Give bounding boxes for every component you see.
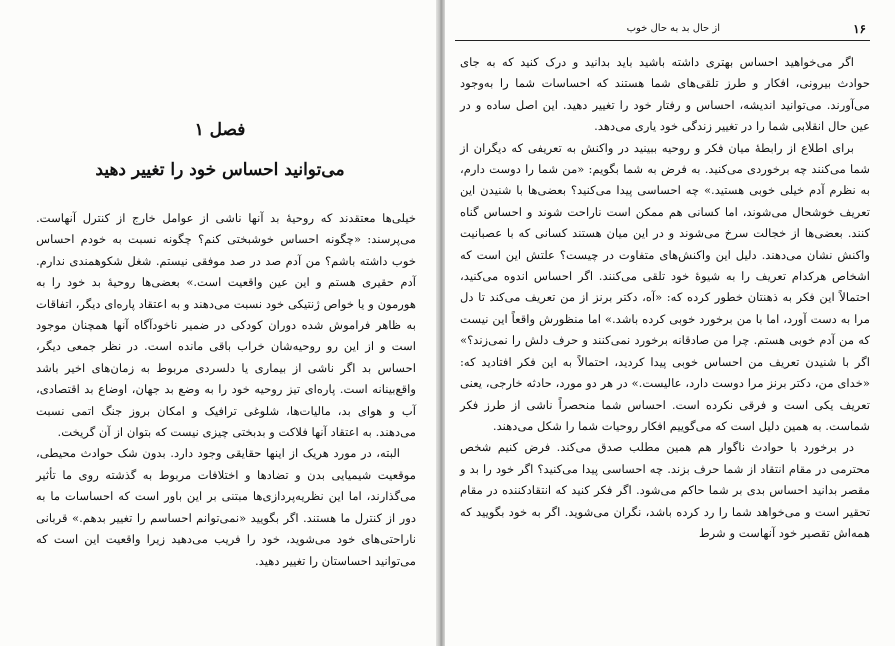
chapter-subtitle: می‌توانید احساس خود را تغییر دهید: [95, 160, 345, 180]
running-title: از حال بد به حال خوب: [626, 23, 720, 34]
running-header: [455, 22, 870, 41]
right-page-body: [460, 52, 870, 544]
paragraph: خیلی‌ها معتقدند که روحیهٔ بد آنها ناشی از عوامل خارج از کنترل آنهاست. می‌پرسند: «چگونه احساس خوشبختی کنم؟ چگونه نسبت به خودم احساس خوب داشته باشم؟ من آدم صد در صد موفقی نیستم. شغل شکوهمندی ندارم. آدم حقیری هستم و این عین واقعیت است.» بعضی‌ها روحیهٔ بد خود را به هورمون و یا خواص ژنتیکی خود نسبت می‌دهند و به اعتقاد پاره‌ای دیگر، اتفاقات به ظاهر فراموش شده دوران کودکی در ضمیر ناخودآگاه آنها همچنان موجود است و از این رو روحیه‌شان خراب باقی مانده است. در نظر جمعی دیگر، احساس بد اگر ناشی از بیماری یا دلسردی مربوط به زمان‌های اخیر باشد واقع‌بینانه است. پاره‌ای تیز روحیه خود را به وضع بد جهان، اوضاع بد اقتصادی، آب و هوای بد، مالیات‌ها، شلوغی ترافیک و امکان بروز جنگ اتمی نسبت می‌دهند. به اعتقاد آنها فلاکت و بدبختی چیزی نیست که بتوان از آن گریخت.: [36, 211, 416, 440]
paragraph: اگر می‌خواهید احساس بهتری داشته باشید باید بدانید و درک کنید که به جای حوادث بیرونی، افکار و طرز تلقی‌های شما هستند که احساسات شما را به‌وجود می‌آورند. می‌توانید اندیشه، احساس و رفتار خود را تغییر دهید. این اصل ساده و در عین حال انقلابی شما را در تغییر زندگی خود یاری می‌دهد.: [460, 55, 870, 134]
paragraph: البته، در مورد هریک از اینها حقایقی وجود دارد. بدون شک حوادث محیطی، موقعیت شیمیایی بدن و تضادها و اختلافات مربوط به گذشته روی ما تأثیر می‌گذارند، اما این نظریه‌پردازی‌ها مبتنی بر این باور است که احساسات ما به دور از کنترل ما هستند. اگر بگویید «نمی‌توانم احساسم را تغییر بدهم.» قربانی ناراحتی‌های خود می‌شوید، خود را فریب می‌دهید زیرا واقعیت این است که می‌توانید احساستان را تغییر دهید.: [36, 446, 416, 568]
left-page: [0, 0, 440, 646]
book-gutter: [436, 0, 445, 646]
paragraph: در برخورد با حوادث ناگوار هم همین مطلب صدق می‌کند. فرض کنیم شخص محترمی در مقام انتقاد از شما حرف بزند. چه احساسی پیدا می‌کنید؟ اگر خود را بد و مقصر بدانید احساس بدی بر شما حاکم می‌شود. اگر فکر کنید که انتقادکننده در مقام تحقیر است و می‌خواهد شما را رد کرده باشد، نگران می‌شوید. اگر به خود بگویید که همه‌اش تقصیر خود آنهاست و شرط: [460, 440, 870, 540]
paragraph: برای اطلاع از رابطهٔ میان فکر و روحیه ببینید در واکنش به تعریفی که دیگران از شما می‌کنند چه برخوردی می‌کنید. به فرض به شما بگویم: «من شما را دوست دارم، به نظرم آدم خیلی خوبی هستید.» چه احساسی پیدا می‌کنید؟ بعضی‌ها با شنیدن این تعریف خوشحال می‌شوند، اما کسانی هم ممکن است ناراحت شوند و احساس گناه کنند. بعضی‌ها از خجالت سرخ می‌شوند و در این میان هستند کسانی که با عصبانیت واکنش نشان می‌دهند. دلیل این واکنش‌های متفاوت در چیست؟ علتش این است که اشخاص هرکدام تعریف را به شیوهٔ خود تلقی می‌کنند. اگر احساس اندوه می‌کنید، احتمالاً این فکر به ذهنتان خطور کرده که: «آه، دکتر برنز از من تعریف می‌کند تا دل مرا به دست آورد، اما با من برخورد خوبی کرده باشد.» اما منظورش واقعاً این نیست که من آدم خوبی هستم. چرا من صادقانه برخورد نمی‌کنند و حرف دلش را نمی‌زند؟» اگر با شنیدن تعریف من احساس خوبی پیدا کردید، احتمالاً به این فکر افتادید که: «خدای من، دکتر برنز مرا دوست دارد، عالیست.» در هر دو مورد، حادثه خارجی، یعنی تعریف یکی است و فرقی نکرده است. احساس شما منحصراً ناشی از طرز فکر شماست. به همین دلیل است که می‌گوییم افکار روحیات شما را شکل می‌دهند.: [460, 140, 870, 433]
chapter-title: فصل ۱: [194, 120, 246, 140]
page-number: ۱۶: [853, 22, 866, 36]
left-page-body: [36, 208, 416, 572]
